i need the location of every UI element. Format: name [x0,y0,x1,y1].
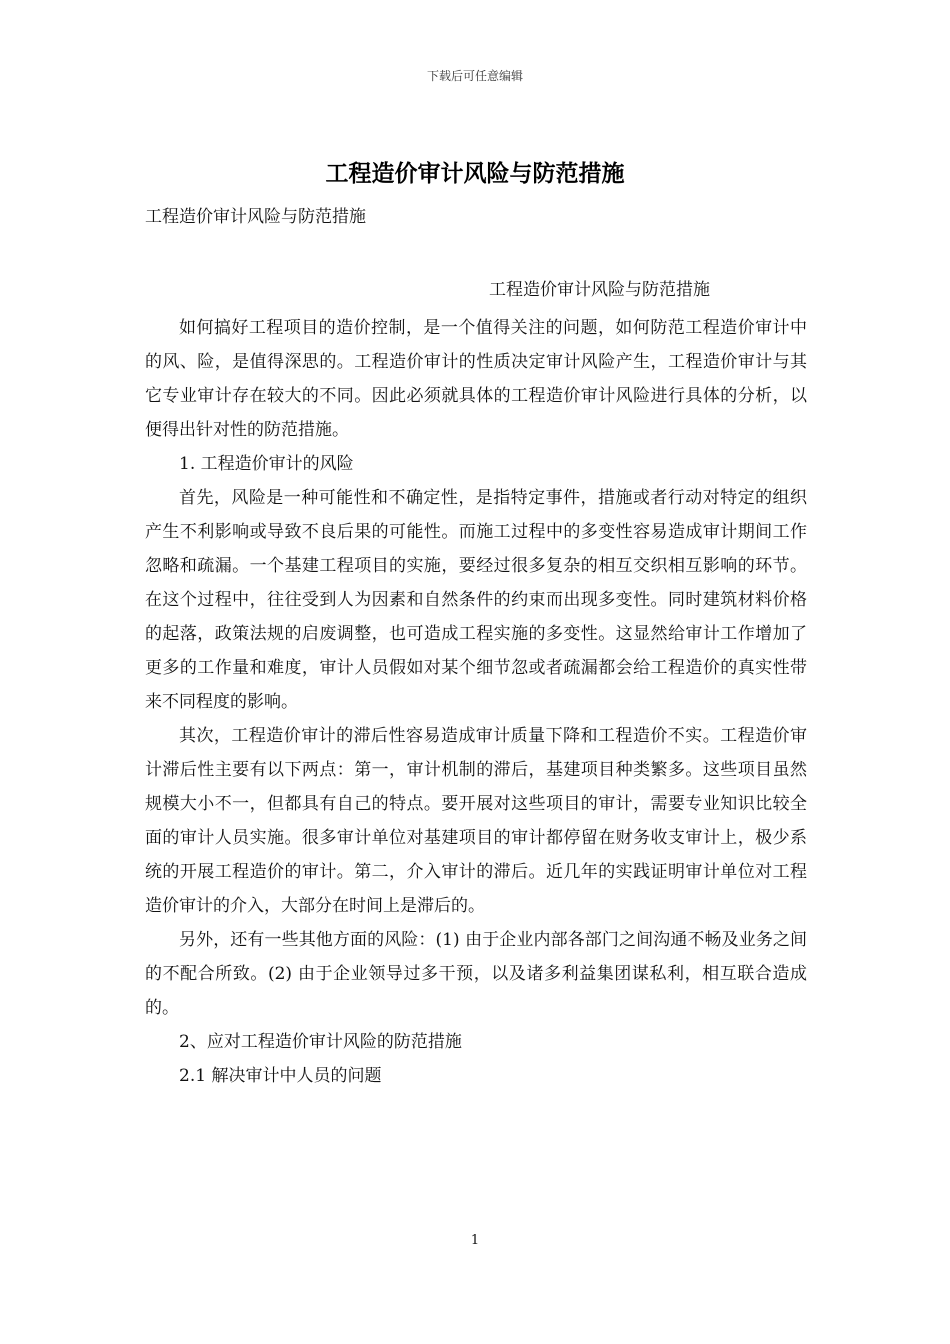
subtitle-right: 工程造价审计风险与防范措施 [489,280,710,300]
paragraph-intro: 如何搞好工程项目的造价控制，是一个值得关注的问题，如何防范工程造价审计中的风、险，是值得深思的。工程造价审计的性质决定审计风险产生，工程造价审计与其它专业审计存在较大的不同。因此必须就具体的工程造价审计风险进行具体的分析，以便得出针对性的防范措施。 [145,318,807,440]
section-heading-2-1: 2.1 解决审计中人员的问题 [179,1066,382,1086]
subtitle-left: 工程造价审计风险与防范措施 [145,207,366,227]
section-heading-2: 2、应对工程造价审计风险的防范措施 [179,1032,462,1052]
document-title: 工程造价审计风险与防范措施 [325,161,625,187]
page-header-note: 下载后可任意编辑 [426,69,523,83]
paragraph-second-risk: 其次，工程造价审计的滞后性容易造成审计质量下降和工程造价不实。工程造价审计滞后性主要有以下两点：第一，审计机制的滞后，基建项目种类繁多。这些项目虽然规模大小不一，但都具有自己的特点。要开展对这些项目的审计，需要专业知识比较全面的审计人员实施。很多审计单位对基建项目的审计都停留在财务收支审计上，极少系统的开展工程造价的审计。第二，介入审计的滞后。近几年的实践证明审计单位对工程造价审计的介入，大部分在时间上是滞后的。 [145,726,807,916]
paragraph-first-risk: 首先，风险是一种可能性和不确定性，是指特定事件，措施或者行动对特定的组织产生不利影响或导致不良后果的可能性。而施工过程中的多变性容易造成审计期间工作忽略和疏漏。一个基建工程项目的实施，要经过很多复杂的相互交织相互影响的环节。在这个过程中，往往受到人为因素和自然条件的约束而出现多变性。同时建筑材料价格的起落，政策法规的启废调整，也可造成工程实施的多变性。这显然给审计工作增加了更多的工作量和难度，审计人员假如对某个细节忽或者疏漏都会给工程造价的真实性带来不同程度的影响。 [145,488,807,712]
paragraph-other-risk: 另外，还有一些其他方面的风险：(1) 由于企业内部各部门之间沟通不畅及业务之间的不配合所致。(2) 由于企业领导过多干预，以及诸多利益集团谋私利，相互联合造成的。 [145,930,807,1018]
page-number: 1 [470,1233,480,1248]
section-heading-1: 1. 工程造价审计的风险 [179,454,354,474]
document-body [145,311,807,1093]
